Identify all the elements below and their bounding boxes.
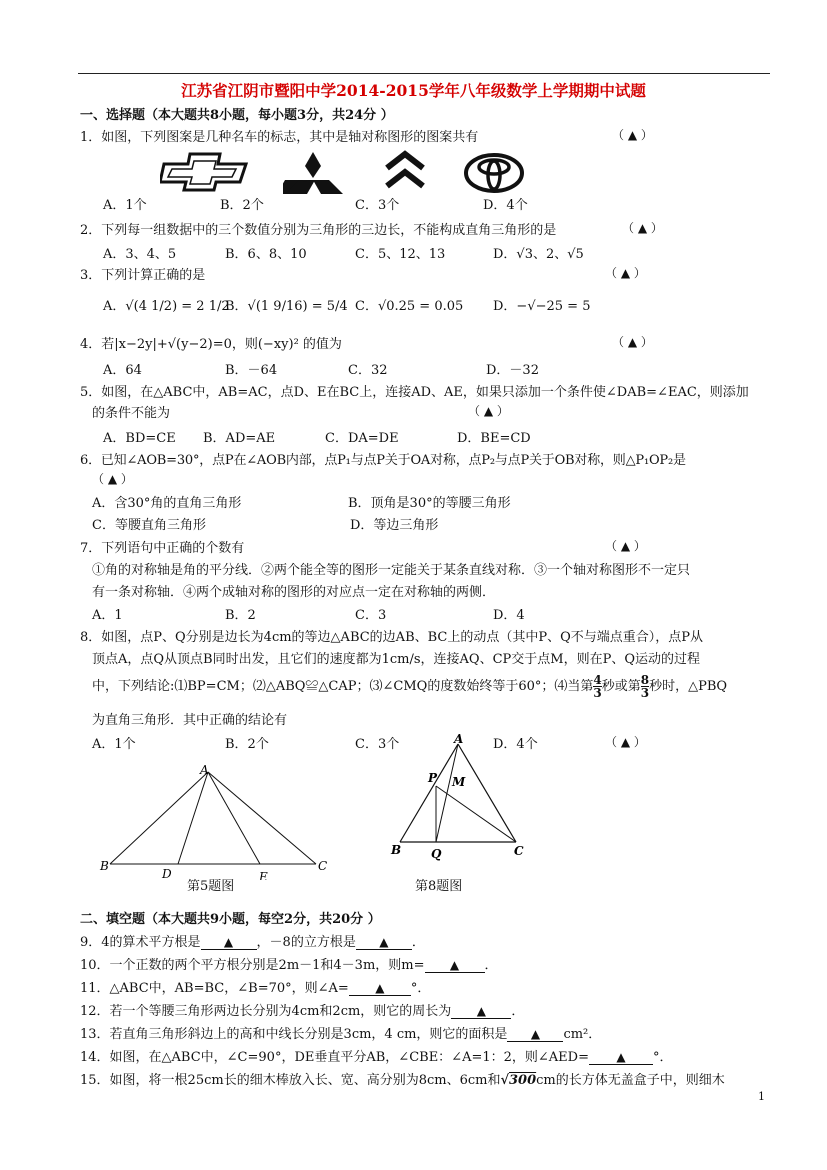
q8-stem-line2: 顶点A，点Q从顶点B同时出发，且它们的速度都为1cm/s，连接AQ、CP交于点M，则在P、Q运动的过程: [92, 652, 700, 667]
q9-blank-2[interactable]: ▲: [356, 936, 412, 950]
q11-text-b: °．: [410, 981, 431, 996]
page-number: 1: [758, 1090, 765, 1103]
q3-option-b: B．√(1 9/16) = 5/4: [225, 299, 348, 314]
q7-option-a: A．1: [92, 608, 123, 623]
q1-answer-mark: （ ▲ ）: [612, 128, 653, 142]
q5-stem-line1: 5．如图，在△ABC中，AB=AC，点D、E在BC上，连接AD、AE，如果只添加一个条件使∠DAB=∠EAC，则添加: [80, 385, 749, 400]
q15-radical: √300: [500, 1073, 537, 1088]
q6-option-b: B．顶角是30°的等腰三角形: [348, 496, 511, 511]
q15-text-b: cm的长方体无盖盒子中，则细木: [536, 1073, 725, 1088]
q6-option-d: D．等边三角形: [350, 518, 439, 533]
q9-text-a: 9．4的算术平方根是: [80, 935, 201, 950]
q12: [80, 1000, 524, 1019]
citroen-logo: [383, 150, 427, 192]
q4-option-a: A．64: [103, 363, 142, 378]
q8-stem-line4: 为直角三角形．其中正确的结论有: [92, 713, 288, 728]
q4-option-b: B．－64: [225, 363, 278, 378]
q6-stem: 6．已知∠AOB=30°，点P在∠AOB内部，点P₁与点P关于OA对称，点P₂与点P关于OB对称，则△P₁OP₂是: [80, 453, 686, 468]
q13: [80, 1023, 601, 1042]
q9: [80, 931, 425, 950]
q11-text-a: 11．△ABC中，AB=BC，∠B=70°，则∠A=: [80, 981, 349, 996]
q12-blank[interactable]: ▲: [451, 1005, 511, 1019]
q8-stem-line1: 8．如图，点P、Q分别是边长为4cm的等边△ABC的边AB、BC上的动点（其中P、Q不与端点重合），点P从: [80, 630, 704, 645]
q7-option-b: B．2: [225, 608, 256, 623]
q7-option-c: C．3: [355, 608, 387, 623]
fig8-label-b: B: [391, 843, 402, 857]
figure-5-triangle: [96, 760, 336, 880]
section-fill-heading: 二、填空题（本大题共9小题，每空2分，共20分 ）: [80, 912, 381, 927]
fig8-label-q: Q: [431, 847, 442, 861]
q8-line3-part-b: 秒或第: [601, 679, 641, 694]
q8-option-a: A．1个: [92, 737, 136, 752]
fig8-label-m: M: [452, 775, 466, 789]
fig8-label-p: P: [428, 771, 438, 785]
chevrolet-logo: [160, 152, 250, 192]
q3-answer-mark: （ ▲ ）: [605, 266, 646, 280]
fig5-label-d: D: [162, 867, 172, 880]
q4-stem: 4．若|x−2y|+√(y−2)=0，则(−xy)² 的值为: [80, 337, 342, 352]
q10-text-a: 10．一个正数的两个平方根分别是2m－1和4－3m，则m=: [80, 958, 425, 973]
q8-line3-part-a: 中，下列结论:⑴BP=CM；⑵△ABQ≌△CAP；⑶∠CMQ的度数始终等于60°；⑷当第: [92, 679, 594, 694]
q5-option-c: C．DA=DE: [325, 431, 399, 446]
q10-text-b: ．: [484, 958, 498, 973]
q1-stem: 1．如图，下列图案是几种名车的标志，其中是轴对称图形的图案共有: [80, 130, 479, 145]
fig5-label-b: B: [100, 859, 109, 873]
fig8-label-c: C: [514, 844, 524, 858]
q8-line3-part-c: 秒时，△PBQ: [649, 679, 728, 694]
mitsubishi-logo: [283, 150, 343, 198]
q13-text-a: 13．若直角三角形斜边上的高和中线长分别是3cm，4 cm，则它的面积是: [80, 1027, 508, 1042]
q15: [80, 1069, 725, 1088]
fig5-label-a: A: [200, 763, 209, 777]
q9-blank-1[interactable]: ▲: [201, 936, 257, 950]
fig8-caption: 第8题图: [415, 879, 463, 894]
q8-answer-mark: （ ▲ ）: [605, 735, 646, 749]
fig5-label-c: C: [318, 859, 328, 873]
q11-blank[interactable]: ▲: [349, 982, 411, 996]
q14: [80, 1046, 673, 1065]
q5-option-a: A．BD=CE: [103, 431, 176, 446]
q2-option-d: D．√3、2、√5: [493, 247, 584, 262]
q13-blank[interactable]: ▲: [507, 1028, 563, 1042]
section-choice-heading: 一、选择题（本大题共8小题，每小题3分，共24分 ）: [80, 108, 394, 123]
q7-answer-mark: （ ▲ ）: [605, 539, 646, 553]
q12-text-a: 12．若一个等腰三角形两边长分别为4cm和2cm，则它的周长为: [80, 1004, 452, 1019]
q2-option-c: C．5、12、13: [355, 247, 446, 262]
figure-8-triangle: [390, 732, 540, 864]
toyota-logo: [463, 152, 525, 194]
q6-option-c: C．等腰直角三角形: [92, 518, 206, 533]
q6-answer-mark: （ ▲ ）: [92, 472, 133, 486]
q14-text-b: °．: [652, 1050, 673, 1065]
q2-answer-mark: （ ▲ ）: [622, 221, 663, 235]
q14-text-a: 14．如图，在△ABC中，∠C=90°，DE垂直平分AB，∠CBE：∠A=1：2，则∠AED=: [80, 1050, 589, 1065]
q4-option-d: D．－32: [486, 363, 539, 378]
q8-option-c: C．3个: [355, 737, 400, 752]
q8-fraction-8-3: $\frac{8}{3}$: [640, 673, 650, 700]
q5-option-d: D．BE=CD: [457, 431, 531, 446]
q3-option-a: A．√(4 1/2) = 2 1/2: [103, 299, 230, 314]
page-title: 江苏省江阴市暨阳中学2014-2015学年八年级数学上学期期中试题: [181, 81, 646, 100]
fig5-label-e: E: [259, 870, 268, 880]
q1-option-d: D．4个: [483, 198, 528, 213]
q2-option-b: B．6、8、10: [225, 247, 307, 262]
q9-text-c: ．: [411, 935, 425, 950]
header-rule: [78, 73, 770, 74]
q12-text-b: ．: [511, 1004, 525, 1019]
q10-blank[interactable]: ▲: [425, 959, 485, 973]
q7-stem: 7．下列语句中正确的个数有: [80, 541, 245, 556]
q13-text-b: cm²．: [563, 1027, 602, 1042]
q5-answer-mark: （ ▲ ）: [468, 404, 509, 418]
q4-option-c: C．32: [348, 363, 388, 378]
q8-option-b: B．2个: [225, 737, 269, 752]
fig8-label-a: A: [454, 732, 464, 746]
q7-statement-line1: ①角的对称轴是角的平分线．②两个能全等的图形一定能关于某条直线对称．③一个轴对称图形不一定只: [92, 563, 691, 578]
q10: [80, 954, 498, 973]
q1-option-a: A．1个: [103, 198, 147, 213]
q15-text-a: 15．如图，将一根25cm长的细木棒放入长、宽、高分别为8cm、6cm和: [80, 1073, 501, 1088]
q1-option-c: C．3个: [355, 198, 400, 213]
q7-option-d: D．4: [493, 608, 525, 623]
fig5-caption: 第5题图: [187, 879, 235, 894]
q8-option-d: D．4个: [493, 737, 538, 752]
q3-option-c: C．√0.25 = 0.05: [355, 299, 464, 314]
q7-statement-line2: 有一条对称轴．④两个成轴对称的图形的对应点一定在对称轴的两侧．: [92, 585, 496, 600]
q3-stem: 3．下列计算正确的是: [80, 268, 206, 283]
q5-stem-line2: 的条件不能为: [92, 406, 171, 421]
q11: [80, 977, 430, 996]
q9-text-b: ，－8的立方根是: [256, 935, 356, 950]
q2-stem: 2．下列每一组数据中的三个数值分别为三角形的三边长，不能构成直角三角形的是: [80, 223, 557, 238]
q4-answer-mark: （ ▲ ）: [612, 335, 653, 349]
q14-blank[interactable]: ▲: [589, 1051, 653, 1065]
q8-fraction-4-3: $\frac{4}{3}$: [593, 673, 602, 700]
q5-option-b: B．AD=AE: [203, 431, 276, 446]
q3-option-d: D．−√−25 = 5: [493, 299, 591, 314]
q2-option-a: A．3、4、5: [103, 247, 177, 262]
q1-option-b: B．2个: [220, 198, 264, 213]
q8-stem-line3: [92, 674, 727, 699]
q6-option-a: A．含30°角的直角三角形: [92, 496, 242, 511]
